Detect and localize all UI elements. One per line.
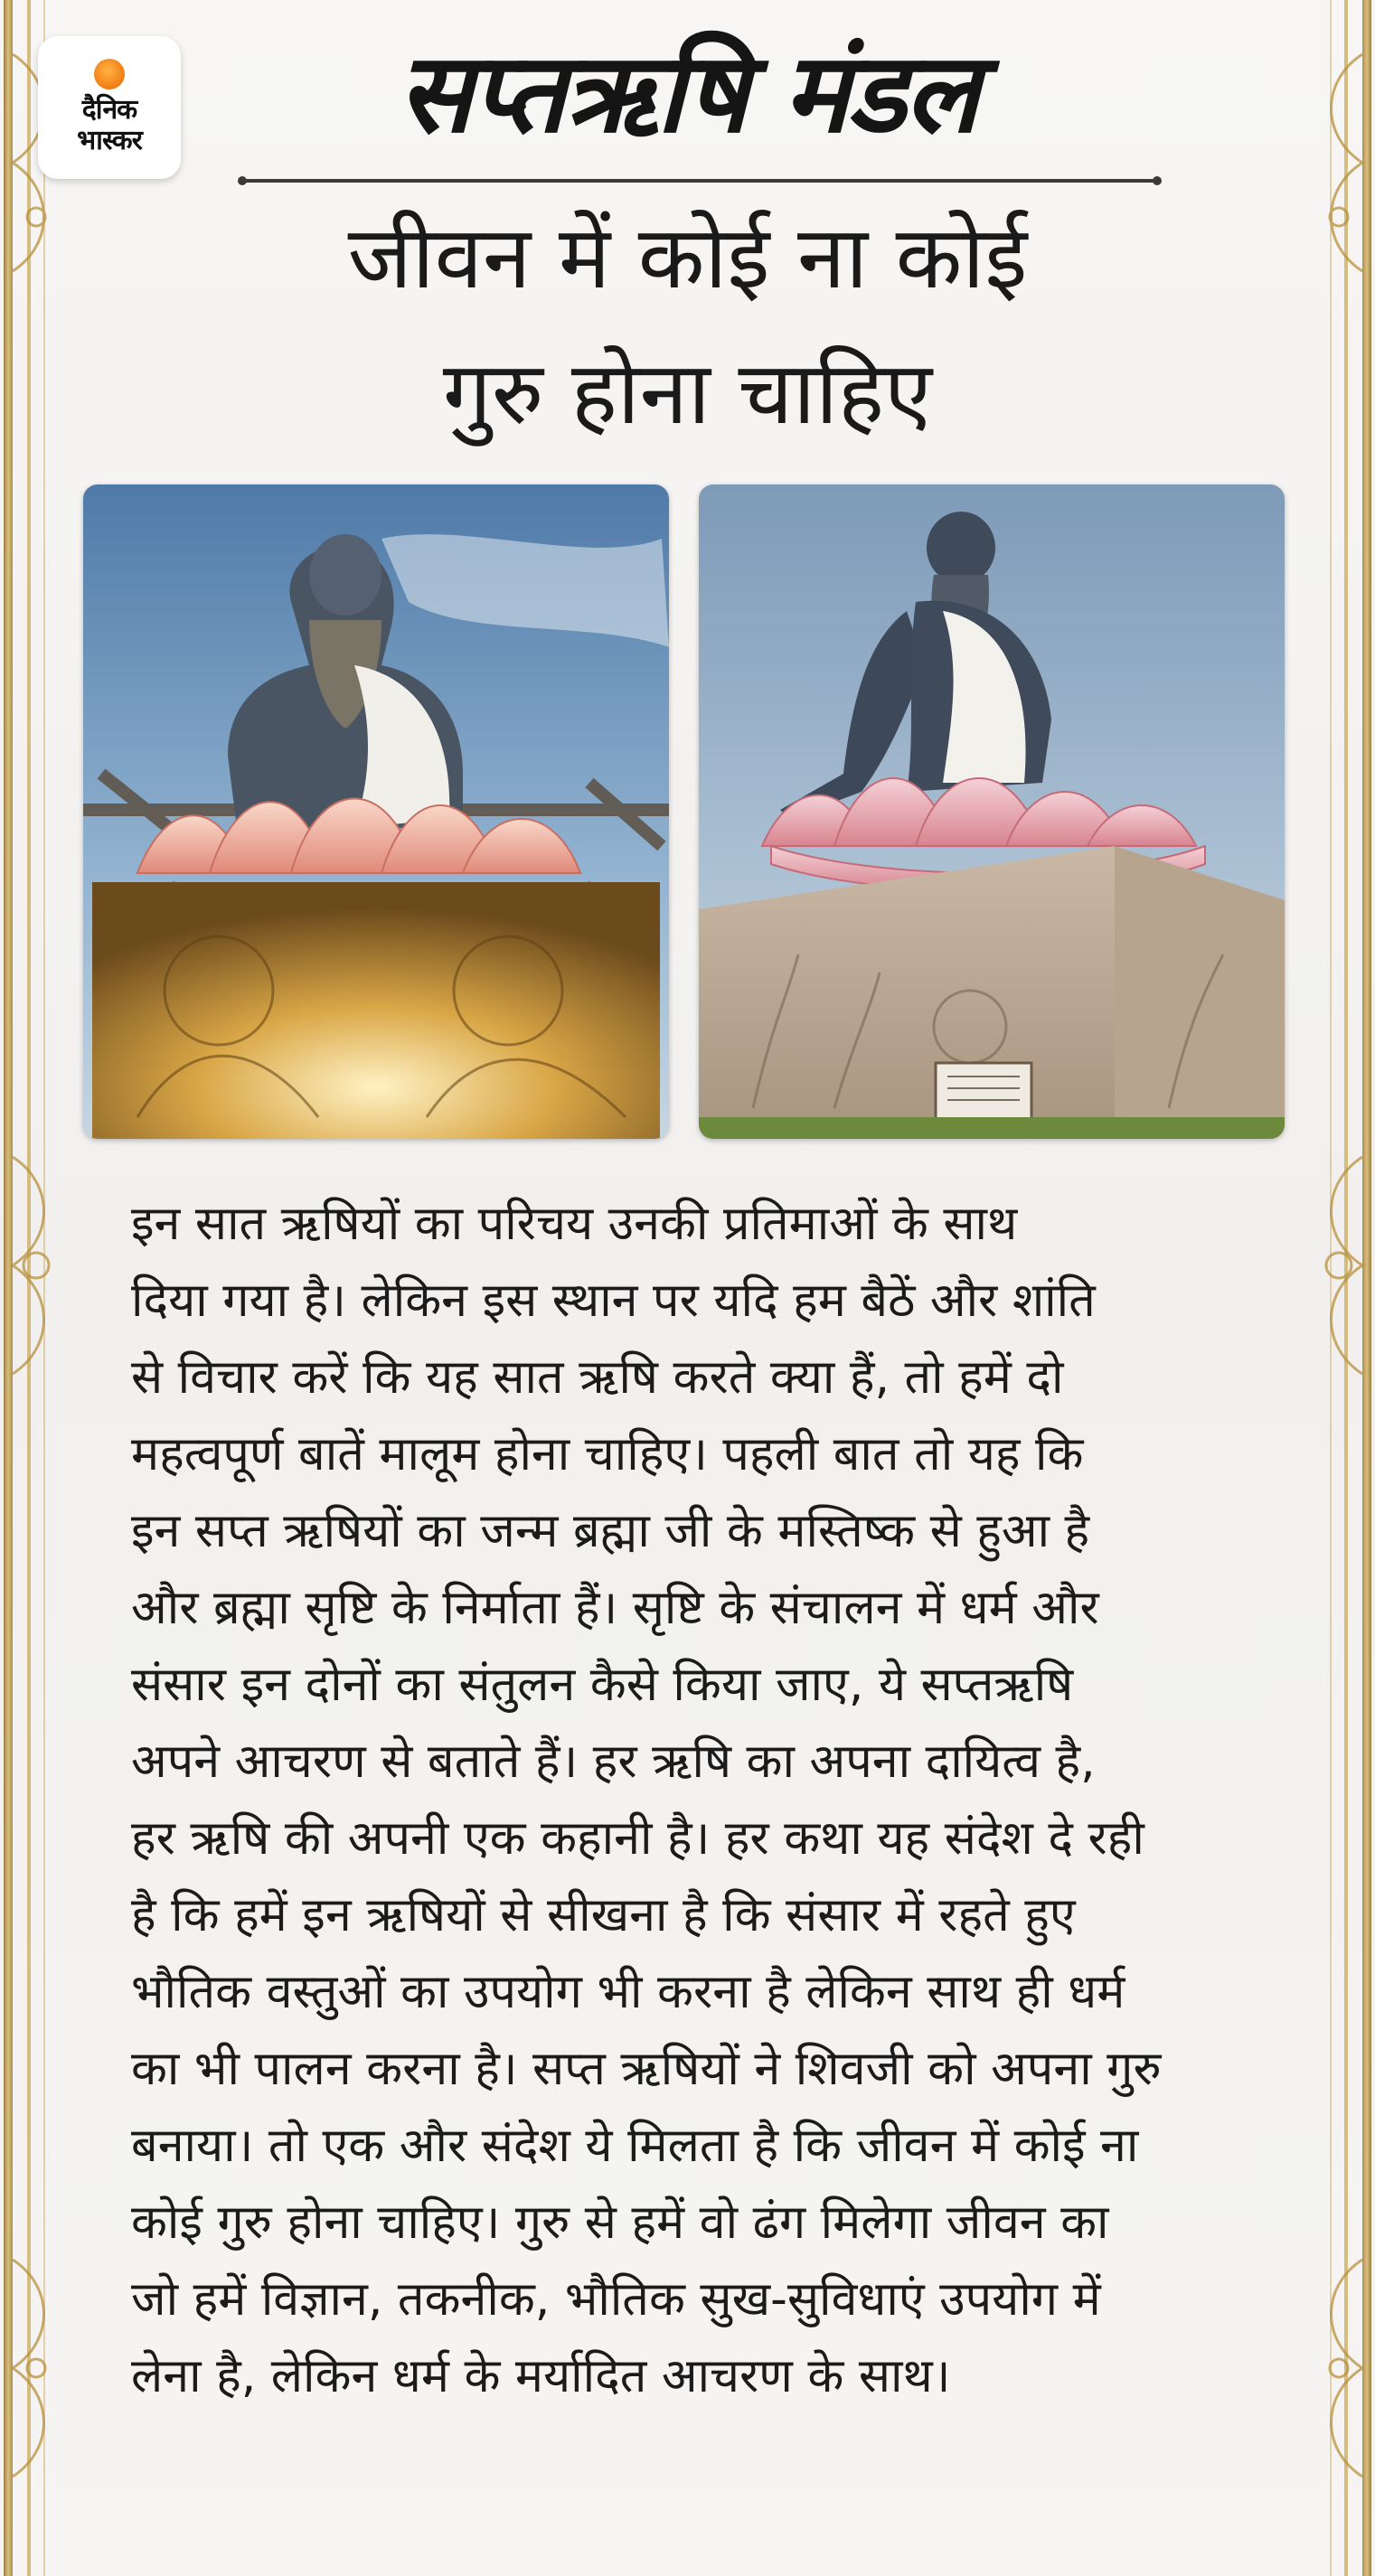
article-line: और ब्रह्मा सृष्टि के निर्माता हैं। सृष्टि के संचालन में धर्म और: [131, 1581, 1099, 1635]
left-ornamental-border: [0, 0, 72, 2576]
article-line: दिया गया है। लेकिन इस स्थान पर यदि हम बैठें और शांति: [131, 1274, 1096, 1328]
dainik-bhaskar-logo[interactable]: [38, 36, 181, 179]
statue-photo-night: [83, 484, 669, 1139]
statue-photo-day: [699, 484, 1285, 1139]
article-line: का भी पालन करना है। सप्त ऋषियों ने शिवजी को अपना गुरु: [131, 2042, 1162, 2096]
article-line: जो हमें विज्ञान, तकनीक, भौतिक सुख-सुविधाएं उपयोग में: [131, 2272, 1101, 2327]
logo-text-line1: दैनिक: [81, 94, 137, 126]
subtitle-line-2: गुरु होना चाहिए: [442, 343, 933, 444]
statue-photo-icon: [699, 484, 1285, 1139]
article-line: भौतिक वस्तुओं का उपयोग भी करना है लेकिन साथ ही धर्म: [131, 1965, 1125, 2019]
statue-photo-icon: [83, 484, 669, 1139]
logo-text-line2: भास्कर: [77, 125, 142, 156]
right-ornamental-border: [1303, 0, 1375, 2576]
subtitle-line-1: जीवन में कोई ना कोई: [347, 207, 1028, 308]
article-line: लेना है, लेकिन धर्म के मर्यादित आचरण के साथ।: [131, 2349, 951, 2403]
article-line: है कि हमें इन ऋषियों से सीखना है कि संसार में रहते हुए: [131, 1888, 1076, 1942]
article-line: संसार इन दोनों का संतुलन कैसे किया जाए, ये सप्तऋषि: [131, 1658, 1074, 1712]
page-title: सप्तऋषि मंडल: [397, 29, 978, 157]
article-line: से विचार करें कि यह सात ऋषि करते क्या हैं, तो हमें दो: [131, 1350, 1064, 1405]
article-line: इन सप्त ऋषियों का जन्म ब्रह्मा जी के मस्तिष्क से हुआ है: [131, 1504, 1090, 1558]
article-line: कोई गुरु होना चाहिए। गुरु से हमें वो ढंग मिलेगा जीवन का: [131, 2195, 1109, 2250]
article-line: बनाया। तो एक और संदेश ये मिलता है कि जीवन में कोई ना: [131, 2119, 1139, 2173]
article-line: अपने आचरण से बताते हैं। हर ऋषि का अपना दायित्व है,: [131, 1735, 1096, 1789]
subtitle: [127, 190, 1248, 461]
sun-icon: [94, 59, 125, 89]
article-line: महत्वपूर्ण बातें मालूम होना चाहिए। पहली बात तो यह कि: [131, 1427, 1084, 1481]
article-body: [131, 1186, 1252, 2415]
title-divider: [242, 179, 1157, 183]
article-line: इन सात ऋषियों का परिचय उनकी प्रतिमाओं के साथ: [131, 1197, 1018, 1251]
article-line: हर ऋषि की अपनी एक कहानी है। हर कथा यह संदेश दे रही: [131, 1811, 1144, 1866]
